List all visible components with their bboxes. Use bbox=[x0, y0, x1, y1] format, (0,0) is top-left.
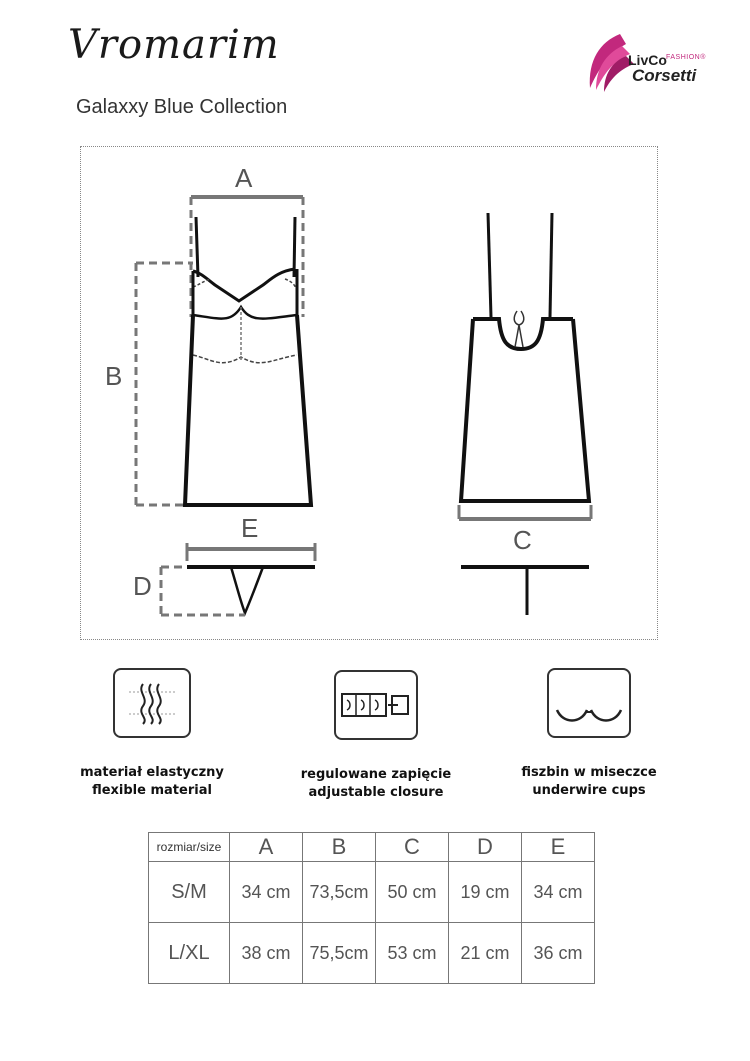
feature-text-pl: fiszbin w miseczce bbox=[521, 765, 657, 780]
table-cell: 73,5cm bbox=[303, 862, 376, 923]
table-cell: 53 cm bbox=[376, 923, 449, 984]
table-cell: 38 cm bbox=[230, 923, 303, 984]
underwire-cups-icon bbox=[547, 668, 631, 738]
feature-text-pl: regulowane zapięcie bbox=[300, 767, 452, 782]
dimension-label-b: B bbox=[105, 361, 123, 391]
brand-logo bbox=[580, 30, 720, 100]
table-row bbox=[149, 923, 595, 984]
table-cell: 34 cm bbox=[522, 862, 595, 923]
feature-text-en: adjustable closure bbox=[308, 785, 444, 800]
size-table bbox=[148, 832, 595, 984]
table-row bbox=[149, 862, 595, 923]
table-cell: 19 cm bbox=[449, 862, 522, 923]
hook-closure-icon bbox=[334, 670, 418, 740]
table-cell: 34 cm bbox=[230, 862, 303, 923]
header-cell: B bbox=[303, 833, 376, 862]
product-title: Vromarim bbox=[68, 22, 280, 68]
row-size-label: S/M bbox=[149, 862, 230, 923]
feature-underwire-cups bbox=[504, 668, 674, 800]
feature-text-en: underwire cups bbox=[532, 783, 646, 798]
dimension-label-a: A bbox=[235, 163, 253, 193]
dimension-label-c: C bbox=[513, 525, 532, 555]
measurement-diagram bbox=[80, 146, 658, 640]
logo-text-fashion: FASHION® bbox=[666, 54, 706, 61]
header-cell: D bbox=[449, 833, 522, 862]
table-cell: 50 cm bbox=[376, 862, 449, 923]
size-table-header bbox=[149, 833, 595, 862]
table-cell: 21 cm bbox=[449, 923, 522, 984]
row-size-label: L/XL bbox=[149, 923, 230, 984]
table-cell: 75,5cm bbox=[303, 923, 376, 984]
wavy-lines-icon bbox=[113, 668, 191, 738]
header-cell: C bbox=[376, 833, 449, 862]
dimension-label-d: D bbox=[133, 571, 152, 601]
front-view-drawing bbox=[136, 197, 315, 615]
feature-text-pl: materiał elastyczny bbox=[80, 765, 224, 780]
collection-subtitle: Galaxxy Blue Collection bbox=[76, 96, 288, 118]
header-cell: E bbox=[522, 833, 595, 862]
logo-text-livco: LivCo bbox=[628, 52, 667, 68]
garment-drawing bbox=[81, 147, 659, 641]
feature-text-en: flexible material bbox=[92, 783, 212, 798]
table-cell: 36 cm bbox=[522, 923, 595, 984]
feature-flexible-material bbox=[70, 668, 234, 800]
dimension-label-e: E bbox=[241, 513, 259, 543]
logo-text-corsetti: Corsetti bbox=[632, 66, 697, 85]
header-cell: rozmiar/size bbox=[149, 833, 230, 862]
feature-adjustable-closure bbox=[286, 670, 466, 802]
header-cell: A bbox=[230, 833, 303, 862]
